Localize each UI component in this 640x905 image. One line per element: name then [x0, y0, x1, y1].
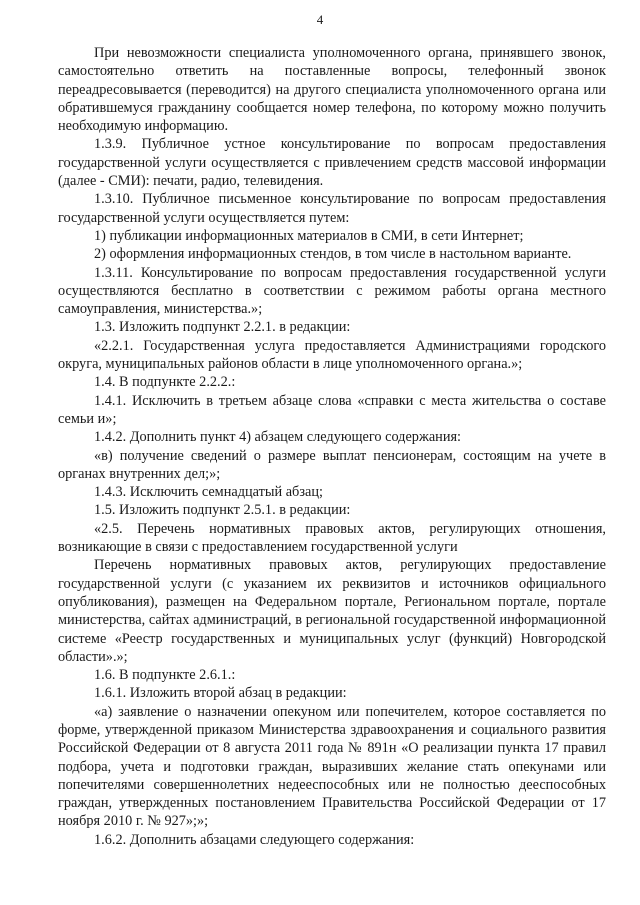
paragraph-1-4-3: 1.4.3. Исключить семнадцатый абзац; [94, 484, 323, 501]
paragraph-item-a: «а) заявление о назначении опекуном или попечителем, которое составляется по форме, утвержденной приказом Министерства здравоохранения и социального развития Российской Федерации от 8 августа 2011 года № 891н «О реализации пункта 17 правил подбора, учета и подготовки граждан, выразивших желание стать опекунами или попечителями совершеннолетних недееспособных или не полностью дееспособных граждан, утвержденных постановлением Правительства Российской Федерации от 17 ноября 2010 г. № 927»;»; [58, 703, 606, 830]
paragraph-1-6-2: 1.6.2. Дополнить абзацами следующего содержания: [94, 831, 415, 848]
paragraph-2-5-title: «2.5. Перечень нормативных правовых актов, регулирующих отношения, возникающие в связи с предоставлением государственной услуги [58, 520, 606, 556]
page-number: 4 [316, 12, 324, 27]
paragraph-1-3-10: 1.3.10. Публичное письменное консультирование по вопросам предоставления государственной услуги осуществляется путем: [58, 191, 606, 226]
paragraph-1-3-9: 1.3.9. Публичное устное консультирование по вопросам предоставления государственной услуги осуществляется с привлечением средств массовой информации (далее - СМИ): печати, радио, телевидения. [58, 136, 606, 190]
paragraph-1-3-11: 1.3.11. Консультирование по вопросам предоставления государственной услуги осуществляются бесплатно в соответствии с режимом работы органа местного самоуправления, министерства.»; [58, 264, 606, 318]
list-item-1: 1) публикации информационных материалов в СМИ, в сети Интернет; [94, 227, 524, 244]
paragraph-1-6: 1.6. В подпункте 2.6.1.: [94, 667, 236, 684]
paragraph-item-v: «в) получение сведений о размере выплат пенсионерам, состоящим на учете в органах внутренних дел;»; [58, 447, 606, 482]
paragraph-2-5-text: Перечень нормативных правовых актов, регулирующих предоставление государственной услуги (с указанием их реквизитов и источников официального опубликования), размещен на Федеральном портале, Региональном портале, портале министерства, сайтах администраций, в региональной государственной информационной системе «Реестр государственных и муниципальных услуг (функций) Новгородской области».»; [58, 557, 606, 665]
document-body [58, 44, 606, 849]
paragraph-1-4: 1.4. В подпункте 2.2.2.: [94, 374, 236, 391]
paragraph-1-5: 1.5. Изложить подпункт 2.5.1. в редакции: [94, 502, 351, 519]
paragraph-1-3: 1.3. Изложить подпункт 2.2.1. в редакции: [94, 319, 351, 336]
paragraph-1-6-1: 1.6.1. Изложить второй абзац в редакции: [94, 685, 347, 702]
paragraph-1-4-2: 1.4.2. Дополнить пункт 4) абзацем следующего содержания: [94, 429, 462, 446]
list-item-2: 2) оформления информационных стендов, в том числе в настольном варианте. [94, 246, 572, 263]
paragraph-redirect-call: При невозможности специалиста уполномоченного органа, принявшего звонок, самостоятельно ответить на поставленные вопросы, телефонный звонок переадресовывается (переводится) на другого специалиста уполномоченного органа или обратившемуся гражданину сообщается номер телефона, по которому можно получить необходимую информацию. [58, 45, 606, 135]
paragraph-1-4-1: 1.4.1. Исключить в третьем абзаце слова «справки с места жительства о составе семьи и»; [58, 392, 606, 427]
paragraph-2-2-1-text: «2.2.1. Государственная услуга предоставляется Администрациями городского округа, муниципальных районов области в лице уполномоченного органа.»; [58, 337, 606, 373]
